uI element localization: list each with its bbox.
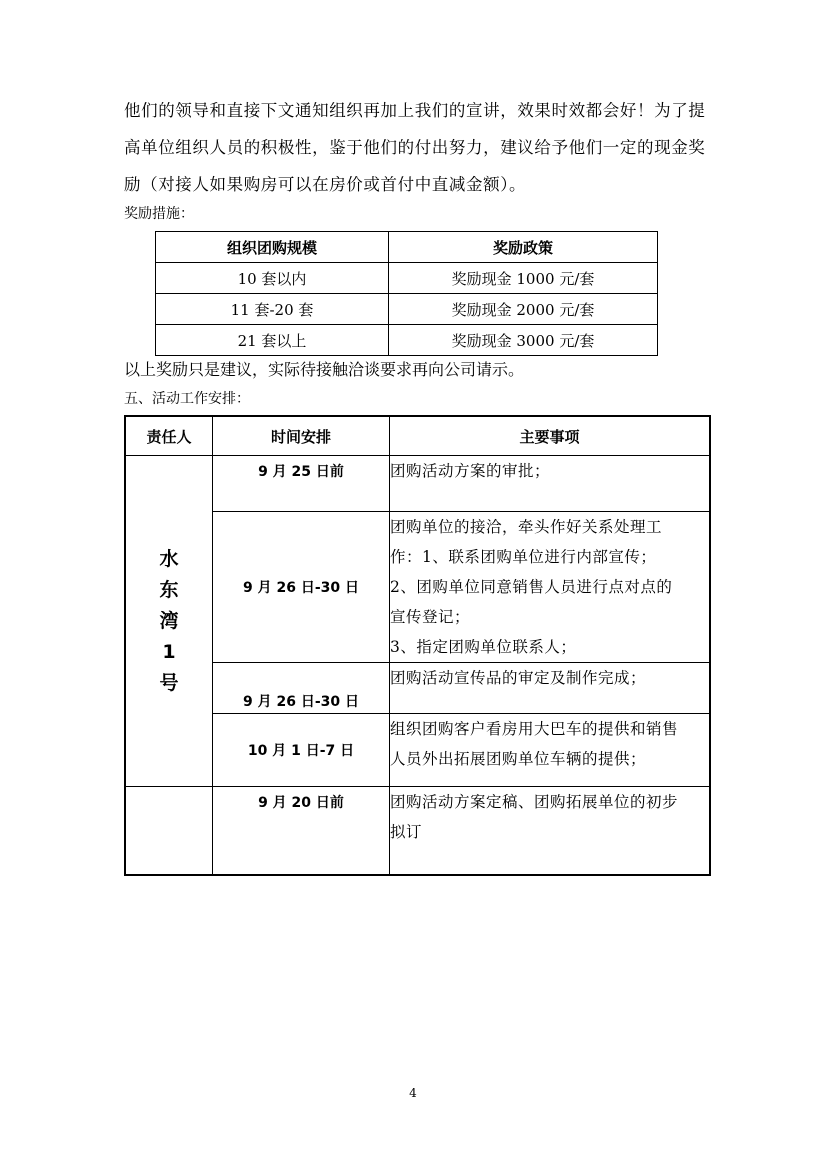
intro-paragraph — [124, 92, 714, 203]
table-row — [156, 325, 658, 356]
task-line: 人员外出拓展团购单位车辆的提供； — [390, 750, 647, 768]
responsible-cell-empty — [125, 787, 213, 876]
time-cell: 9 月 25 日前 — [213, 456, 390, 512]
task-line: 2、团购单位同意销售人员进行点对点的 — [390, 578, 673, 596]
responsible-char: 水 — [159, 547, 179, 570]
table-header: 时间安排 — [213, 416, 390, 456]
responsible-char: 1 — [162, 640, 176, 663]
reward-table — [155, 231, 658, 356]
responsible-cell — [125, 456, 213, 787]
intro-line: 他们的领导和直接下文通知组织再加上我们的宣讲，效果时效都会好！为了提 — [124, 101, 706, 120]
table-row — [125, 787, 710, 876]
responsible-char: 东 — [159, 578, 179, 601]
responsible-char: 湾 — [159, 609, 179, 632]
reward-note: 以上奖励只是建议，实际待接触洽谈要求再向公司请示。 — [124, 360, 525, 379]
time-cell: 10 月 1 日-7 日 — [213, 714, 390, 787]
table-row — [125, 663, 710, 714]
reward-heading: 奖励措施： — [124, 206, 194, 222]
table-header-row — [156, 232, 658, 263]
table-header: 组织团购规模 — [156, 232, 389, 263]
table-cell: 21 套以上 — [156, 325, 389, 356]
table-row — [125, 714, 710, 787]
table-cell: 10 套以内 — [156, 263, 389, 294]
table-row — [125, 456, 710, 512]
schedule-heading: 五、活动工作安排： — [124, 391, 250, 407]
task-cell — [390, 512, 711, 663]
task-line: 宣传登记； — [390, 608, 471, 626]
table-header: 主要事项 — [390, 416, 711, 456]
table-row — [125, 512, 710, 663]
intro-line: 高单位组织人员的积极性，鉴于他们的付出努力，建议给予他们一定的现金奖 — [124, 138, 706, 157]
table-header: 责任人 — [125, 416, 213, 456]
time-cell: 9 月 26 日-30 日 — [213, 663, 390, 714]
task-line: 团购活动方案定稿、团购拓展单位的初步 — [390, 793, 679, 811]
task-line: 组织团购客户看房用大巴车的提供和销售 — [390, 720, 679, 738]
task-line: 团购活动宣传品的审定及制作完成； — [390, 669, 647, 687]
page-number: 4 — [409, 1086, 417, 1100]
task-cell — [390, 663, 711, 714]
task-line: 拟订 — [390, 823, 423, 841]
table-cell: 奖励现金 2000 元/套 — [389, 294, 658, 325]
time-cell: 9 月 20 日前 — [213, 787, 390, 876]
table-row — [156, 294, 658, 325]
table-row — [156, 263, 658, 294]
time-cell: 9 月 26 日-30 日 — [213, 512, 390, 663]
schedule-table — [124, 415, 711, 876]
task-line: 团购活动方案的审批； — [390, 462, 551, 480]
task-cell — [390, 787, 711, 876]
table-header-row — [125, 416, 710, 456]
task-cell — [390, 714, 711, 787]
table-cell: 奖励现金 1000 元/套 — [389, 263, 658, 294]
task-cell — [390, 456, 711, 512]
table-cell: 11 套-20 套 — [156, 294, 389, 325]
task-line: 作：1、联系团购单位进行内部宣传； — [390, 548, 657, 566]
responsible-char: 号 — [159, 671, 179, 694]
task-line: 团购单位的接洽，牵头作好关系处理工 — [390, 518, 663, 536]
table-cell: 奖励现金 3000 元/套 — [389, 325, 658, 356]
table-header: 奖励政策 — [389, 232, 658, 263]
task-line: 3、指定团购单位联系人； — [390, 638, 577, 656]
intro-line: 励（对接人如果购房可以在房价或首付中直减金额）。 — [124, 175, 527, 194]
